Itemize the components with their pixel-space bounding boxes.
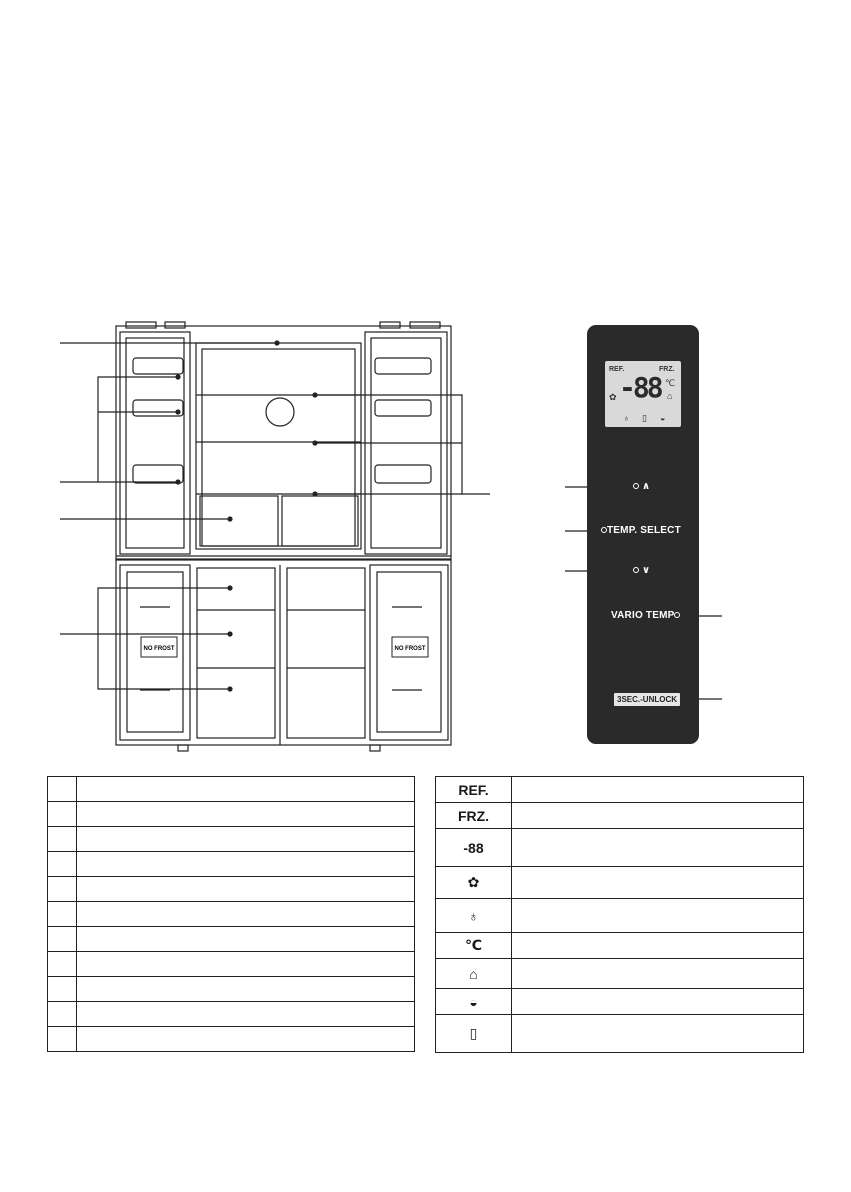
symbol-text: FRZ. [436, 803, 512, 829]
symbol-row [436, 803, 804, 829]
legend-row-description [77, 977, 415, 1002]
symbol-row [436, 989, 804, 1015]
legend-row-description [77, 827, 415, 852]
symbol-row [436, 933, 804, 959]
legend-row-description [77, 927, 415, 952]
symbol-row [436, 777, 804, 803]
left-upper-door [120, 332, 190, 554]
symbol-description [512, 899, 804, 933]
legend-row-description [77, 877, 415, 902]
symbol-row [436, 867, 804, 899]
legend-row-description [77, 852, 415, 877]
legend-row [48, 777, 415, 802]
legend-row-description [77, 1027, 415, 1052]
legend-row-number [48, 852, 77, 877]
symbol-text: ℃ [436, 933, 512, 959]
fan-icon: ✿ [609, 392, 617, 402]
symbol-description [512, 959, 804, 989]
legend-row-number [48, 802, 77, 827]
bottle-icon: ▯ [436, 1015, 512, 1053]
down-button[interactable] [633, 565, 650, 576]
fridge-diagram [0, 300, 851, 770]
lcd-display [605, 361, 681, 427]
fruit-icon: ♁ [623, 413, 630, 423]
lcd-frz-label: FRZ. [659, 366, 675, 373]
symbol-text: -88 [436, 829, 512, 867]
symbol-description [512, 867, 804, 899]
symbol-description [512, 829, 804, 867]
unlock-button[interactable]: 3SEC.-UNLOCK [614, 693, 680, 706]
legend-row [48, 827, 415, 852]
symbol-row [436, 829, 804, 867]
legend-row [48, 902, 415, 927]
symbol-row [436, 959, 804, 989]
lock-icon: ⌂ [667, 391, 673, 401]
legend-row-number [48, 1027, 77, 1052]
legend-row-number [48, 777, 77, 802]
vario-temp-button[interactable] [611, 610, 680, 621]
fan-vent [266, 398, 294, 426]
legend-row [48, 802, 415, 827]
symbol-description [512, 933, 804, 959]
symbol-text: REF. [436, 777, 512, 803]
legend-row [48, 1002, 415, 1027]
legend-row [48, 1027, 415, 1052]
legend-row-number [48, 877, 77, 902]
legend-row-number [48, 977, 77, 1002]
lcd-ref-label: REF. [609, 366, 625, 373]
down-arrow-icon: ∨ [641, 565, 651, 576]
legend-row-number [48, 1002, 77, 1027]
legend-row-description [77, 902, 415, 927]
legend-row-number [48, 827, 77, 852]
temp-select-button[interactable] [601, 525, 681, 536]
legend-row-number [48, 927, 77, 952]
symbol-description [512, 777, 804, 803]
symbol-row [436, 1015, 804, 1053]
legend-row-description [77, 952, 415, 977]
legend-row [48, 977, 415, 1002]
bottle-icon: ▯ [642, 413, 647, 423]
symbol-description [512, 989, 804, 1015]
fan-icon: ✿ [436, 867, 512, 899]
no-frost-label-right: NO FROST [394, 646, 426, 652]
legend-row-description [77, 802, 415, 827]
lcd-digits: -88 [619, 371, 661, 404]
symbol-description [512, 1015, 804, 1053]
symbol-description [512, 803, 804, 829]
symbol-row [436, 899, 804, 933]
legend-row-number [48, 902, 77, 927]
legend-row [48, 927, 415, 952]
legend-row-description [77, 1002, 415, 1027]
legend-row-number [48, 952, 77, 977]
up-button[interactable] [633, 481, 650, 492]
up-arrow-icon: ∧ [641, 481, 651, 492]
display-legend-table [435, 776, 804, 1053]
fruit-icon: ♁ [436, 899, 512, 933]
meat-icon: ◒ [660, 413, 666, 423]
vario-temp-label: VARIO TEMP [611, 610, 675, 621]
legend-row [48, 852, 415, 877]
legend-row-description [77, 777, 415, 802]
parts-legend-table [47, 776, 415, 1052]
meat-icon: ◒ [436, 989, 512, 1015]
lock-icon: ⌂ [436, 959, 512, 989]
lcd-celsius: ℃ [665, 378, 676, 388]
control-panel [587, 325, 699, 744]
no-frost-label-left: NO FROST [143, 646, 175, 652]
temp-select-label: TEMP. SELECT [607, 525, 681, 536]
legend-row [48, 952, 415, 977]
legend-row [48, 877, 415, 902]
